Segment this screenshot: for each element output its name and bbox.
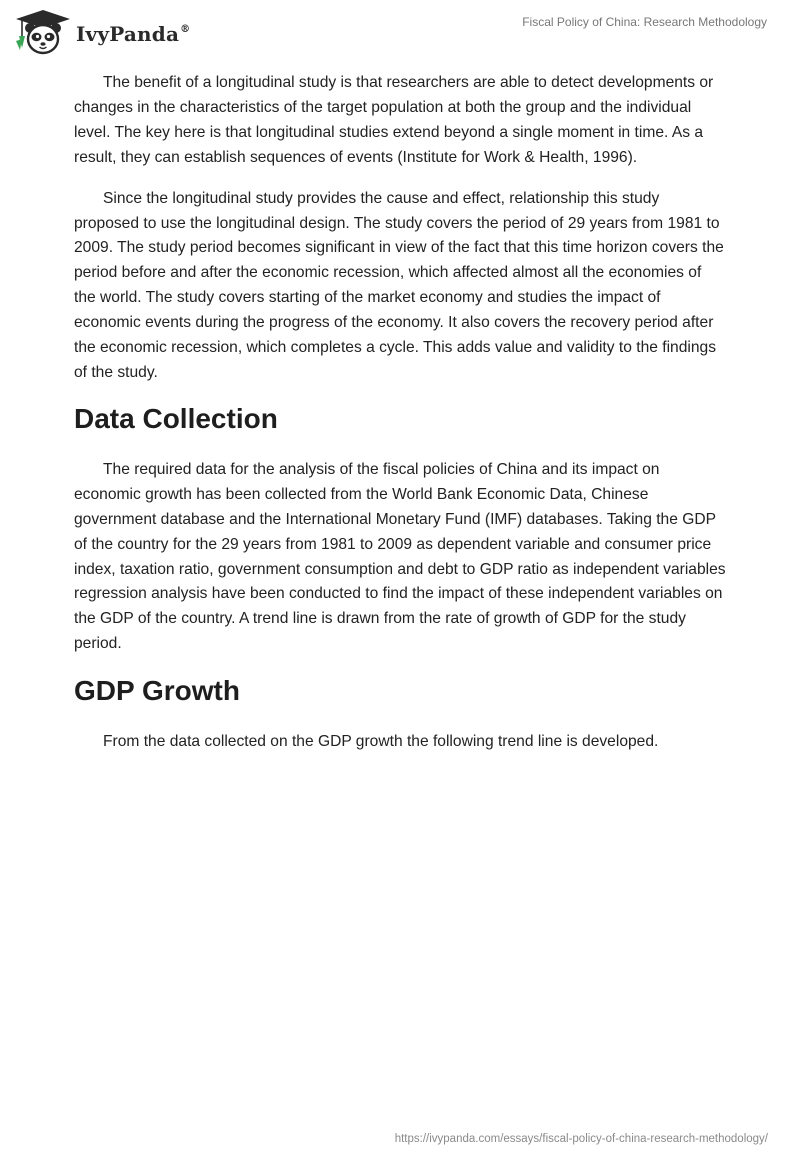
paragraph-study-design: Since the longitudinal study provides the cause and effect, relationship this study proposed to use the longitudinal design. The study covers the period of 29 years from 1981 to 2009. The study period becomes significant in view of the fact that this time horizon covers the period before and after the economic recession, which affected almost all the economies of the world. The study covers starting of the market economy and studies the impact of economic events during the progress of the economy. It also covers the recovery period after the economic recession, which completes a cycle. This adds value and validity to the findings of the study.	[74, 189, 724, 381]
page-header	[0, 0, 800, 64]
brand-name: IvyPanda®	[76, 22, 191, 46]
paragraph-gdp-growth: From the data collected on the GDP growth the following trend line is developed.	[103, 733, 659, 751]
panda-graduate-icon	[14, 8, 72, 56]
article-body	[74, 71, 726, 771]
ivypanda-logo[interactable]	[14, 8, 190, 56]
source-url[interactable]: https://ivypanda.com/essays/fiscal-policy-of-china-research-methodology/	[394, 1133, 768, 1145]
paragraph-longitudinal-benefit: The benefit of a longitudinal study is that researchers are able to detect developments or changes in the characteristics of the target population at both the group and the individual level. The key here is that longitudinal studies extend beyond a single moment in time. As a result, they can establish sequences of events (Institute for Work & Health, 1996).	[74, 74, 714, 166]
paragraph-data-collection: The required data for the analysis of the fiscal policies of China and its impact on economic growth has been collected from the World Bank Economic Data, Chinese government database and the International Monetary Fund (IMF) databases. Taking the GDP of the country for the 29 years from 1981 to 2009 as dependent variable and consumer price index, taxation ratio, government consumption and debt to GDP ratio as independent variables regression analysis have been conducted to find the impact of these independent variables on the GDP of the country. A trend line is drawn from the rate of growth of GDP for the study period.	[74, 460, 726, 653]
registered-mark: ®	[180, 24, 191, 35]
heading-data-collection: Data Collection	[74, 402, 278, 434]
heading-gdp-growth: GDP Growth	[74, 675, 240, 707]
document-title: Fiscal Policy of China: Research Methodology	[522, 15, 767, 29]
